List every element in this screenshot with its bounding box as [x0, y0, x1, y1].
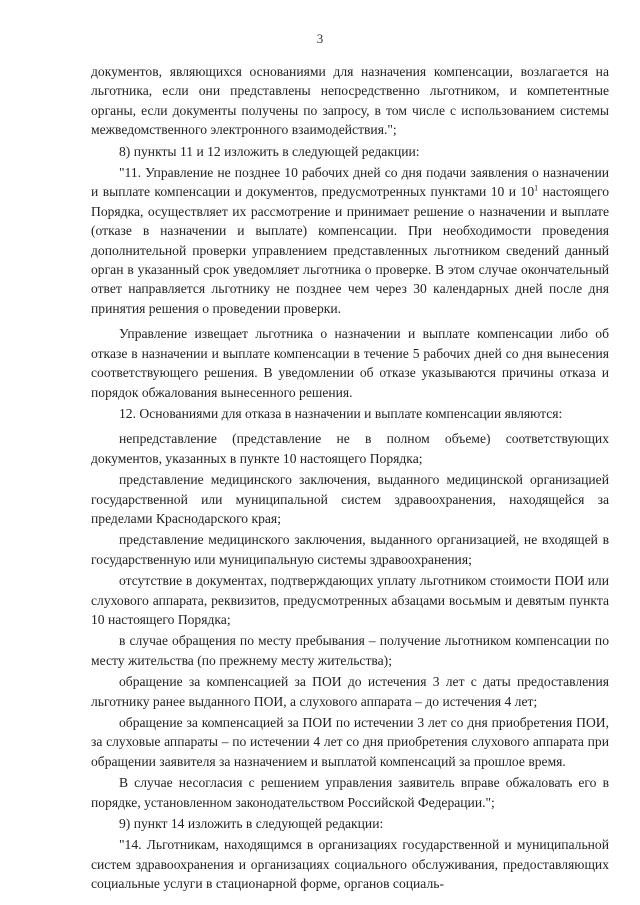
list-item: обращение за компенсацией за ПОИ по истечении 3 лет со дня приобретения ПОИ, за слуховые аппараты – по истечении 4 лет со дня приобретения слухового аппарата при обращении заявителя за назначением и выплатой компенсаций за прошлое время. [91, 715, 609, 769]
document-body [91, 62, 609, 896]
paragraph-text: настоящего Порядка, осуществляет их рассмотрение и принимает решение о назначении и выплате (отказе в назначении и выплате) компенсации. При необходимости проведения дополнительной проверки управлением представленных льготником сведений данный орган в указанный срок уведомляет льготника о проверке. В этом случае окончательный ответ направляется льготнику не позднее чем через 30 календарных дней после дня принятия решения о проведении проверки. [91, 184, 610, 316]
paragraph: документов, являющихся основаниями для назначения компенсации, возлагается на льготника, если они представлены непосредственно льготником, и компетентные органы, если документы получены по запросу, в том числе с использованием системы межведомственного электронного взаимодействия."; [91, 64, 609, 138]
list-item: представление медицинского заключения, выданного медицинской организацией государственной или муниципальной систем здравоохранения, находящейся за пределами Краснодарского края; [91, 472, 609, 526]
paragraph: 9) пункт 14 изложить в следующей редакции: [119, 816, 384, 832]
superscript: 1 [534, 183, 539, 193]
list-item: отсутствие в документах, подтверждающих уплату льготником стоимости ПОИ или слухового аппарата, реквизитов, предусмотренных абзацами восьмым и девятым пункта 10 настоящего Порядка; [91, 573, 609, 627]
paragraph-item-12: 12. Основаниями для отказа в назначении и выплате компенсации являются: [119, 405, 563, 421]
list-item: обращение за компенсацией за ПОИ до истечения 3 лет с даты предоставления льготнику ранее выданного ПОИ, а слухового аппарата – до истечения 4 лет; [91, 674, 609, 709]
page-number: 3 [316, 31, 324, 46]
paragraph-text: "11. Управление не позднее 10 рабочих дней со дня подачи заявления о назначении и выплате компенсации и документов, предусмотренных пунктами 10 и 10 [91, 165, 609, 200]
paragraph-item-14: "14. Льготникам, находящимся в организациях государственной и муниципальной систем здравоохранения и организациях социального обслуживания, предоставляющих социальные услуги в стационарной форме, органов социаль- [91, 837, 609, 892]
list-item: в случае обращения по месту пребывания – получение льготником компенсации по месту жительства (по прежнему месту жительства); [91, 633, 609, 668]
list-item: представление медицинского заключения, выданного организацией, не входящей в государственную или муниципальную системы здравоохранения; [91, 532, 609, 567]
paragraph: 8) пункты 11 и 12 изложить в следующей редакции: [119, 143, 420, 159]
paragraph: Управление извещает льготника о назначении и выплате компенсации либо об отказе в назначении и выплате компенсации в течение 5 рабочих дней со дня вынесения соответствующего решения. В уведомлении об отказе указываются причины отказа и порядок обжалования вынесенного решения. [91, 326, 609, 400]
list-item: непредставление (представление не в полном объеме) соответствующих документов, указанных в пункте 10 настоящего Порядка; [91, 431, 609, 466]
paragraph-item-11 [91, 163, 609, 318]
paragraph: В случае несогласия с решением управления заявитель вправе обжаловать его в порядке, установленном законодательством Российской Федерации."; [91, 775, 609, 810]
